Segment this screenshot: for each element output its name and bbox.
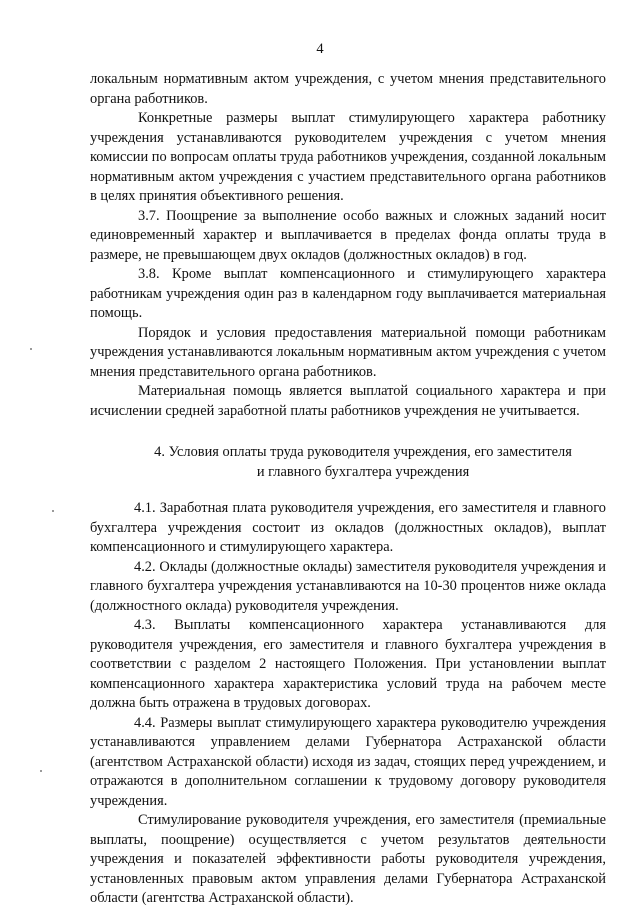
scan-speck bbox=[40, 770, 42, 772]
page-number: 4 bbox=[316, 41, 324, 57]
paragraph-3-7: 3.7. Поощрение за выполнение особо важных и сложных заданий носит единовременный характер и выплачивается в пределах фонда оплаты труда в размере, не превышающем двух окладов (должностных окладов) в год. bbox=[90, 207, 606, 263]
paragraph-3-8: 3.8. Кроме выплат компенсационного и стимулирующего характера работникам учреждения один раз в календарном году выплачивается материальная помощь. bbox=[90, 266, 606, 321]
paragraph-social-payment: Материальная помощь является выплатой социального характера и при исчислении средней заработной платы работников учреждения не учитывается. bbox=[90, 383, 606, 419]
paragraph-continuation: локальным нормативным актом учреждения, с учетом мнения представительного органа работников. bbox=[90, 71, 606, 107]
section-heading-line-2: и главного бухгалтера учреждения bbox=[256, 464, 470, 480]
paragraph-4-1: 4.1. Заработная плата руководителя учреждения, его заместителя и главного бухгалтера учреждения состоит из окладов (должностных окладов), выплат компенсационного и стимулирующего характера. bbox=[90, 500, 606, 555]
section-heading-line-1: 4. Условия оплаты труда руководителя учреждения, его заместителя bbox=[154, 444, 572, 460]
scan-speck bbox=[30, 348, 32, 350]
paragraph-assistance-order: Порядок и условия предоставления материальной помощи работникам учреждения устанавливаются локальным нормативным актом учреждения с учетом мнения представительного органа работников. bbox=[90, 324, 606, 380]
paragraph-stimulation: Стимулирование руководителя учреждения, его заместителя (премиальные выплаты, поощрение) осуществляется с учетом результатов деятельности учреждения и показателей эффективности работы руководителя учреждения, установленных правовым актом управления делами Губернатора Астраханской области (агентства Астраханской области). bbox=[90, 812, 606, 906]
scan-speck bbox=[52, 510, 54, 512]
paragraph-4-3: 4.3. Выплаты компенсационного характера устанавливаются для руководителя учреждения, его заместителя и главного бухгалтера учреждения в соответствии с разделом 2 настоящего Положения. При установлении выплат компенсационного характера характеристика условий труда на рабочем месте должна быть отражена в трудовых договорах. bbox=[90, 617, 606, 711]
paragraph-4-4: 4.4. Размеры выплат стимулирующего характера руководителю учреждения устанавливаются управлением делами Губернатора Астраханской области (агентством Астраханской области) исходя из задач, стоящих перед учреждением, и отражаются в дополнительном соглашении к трудовому договору руководителя учреждения. bbox=[90, 714, 606, 809]
paragraph-specific-amounts: Конкретные размеры выплат стимулирующего характера работнику учреждения устанавливаются руководителем учреждения с учетом мнения комиссии по вопросам оплаты труда работников учреждения, созданной локальным нормативным актом учреждения с участием представительного органа работников в целях принятия объективного решения. bbox=[90, 110, 606, 204]
section-heading bbox=[120, 442, 606, 482]
page-body bbox=[90, 70, 606, 909]
paragraph-4-2: 4.2. Оклады (должностные оклады) заместителя руководителя учреждения и главного бухгалтера учреждения устанавливаются на 10-30 процентов ниже оклада (должностного оклада) руководителя учреждения. bbox=[90, 558, 606, 614]
